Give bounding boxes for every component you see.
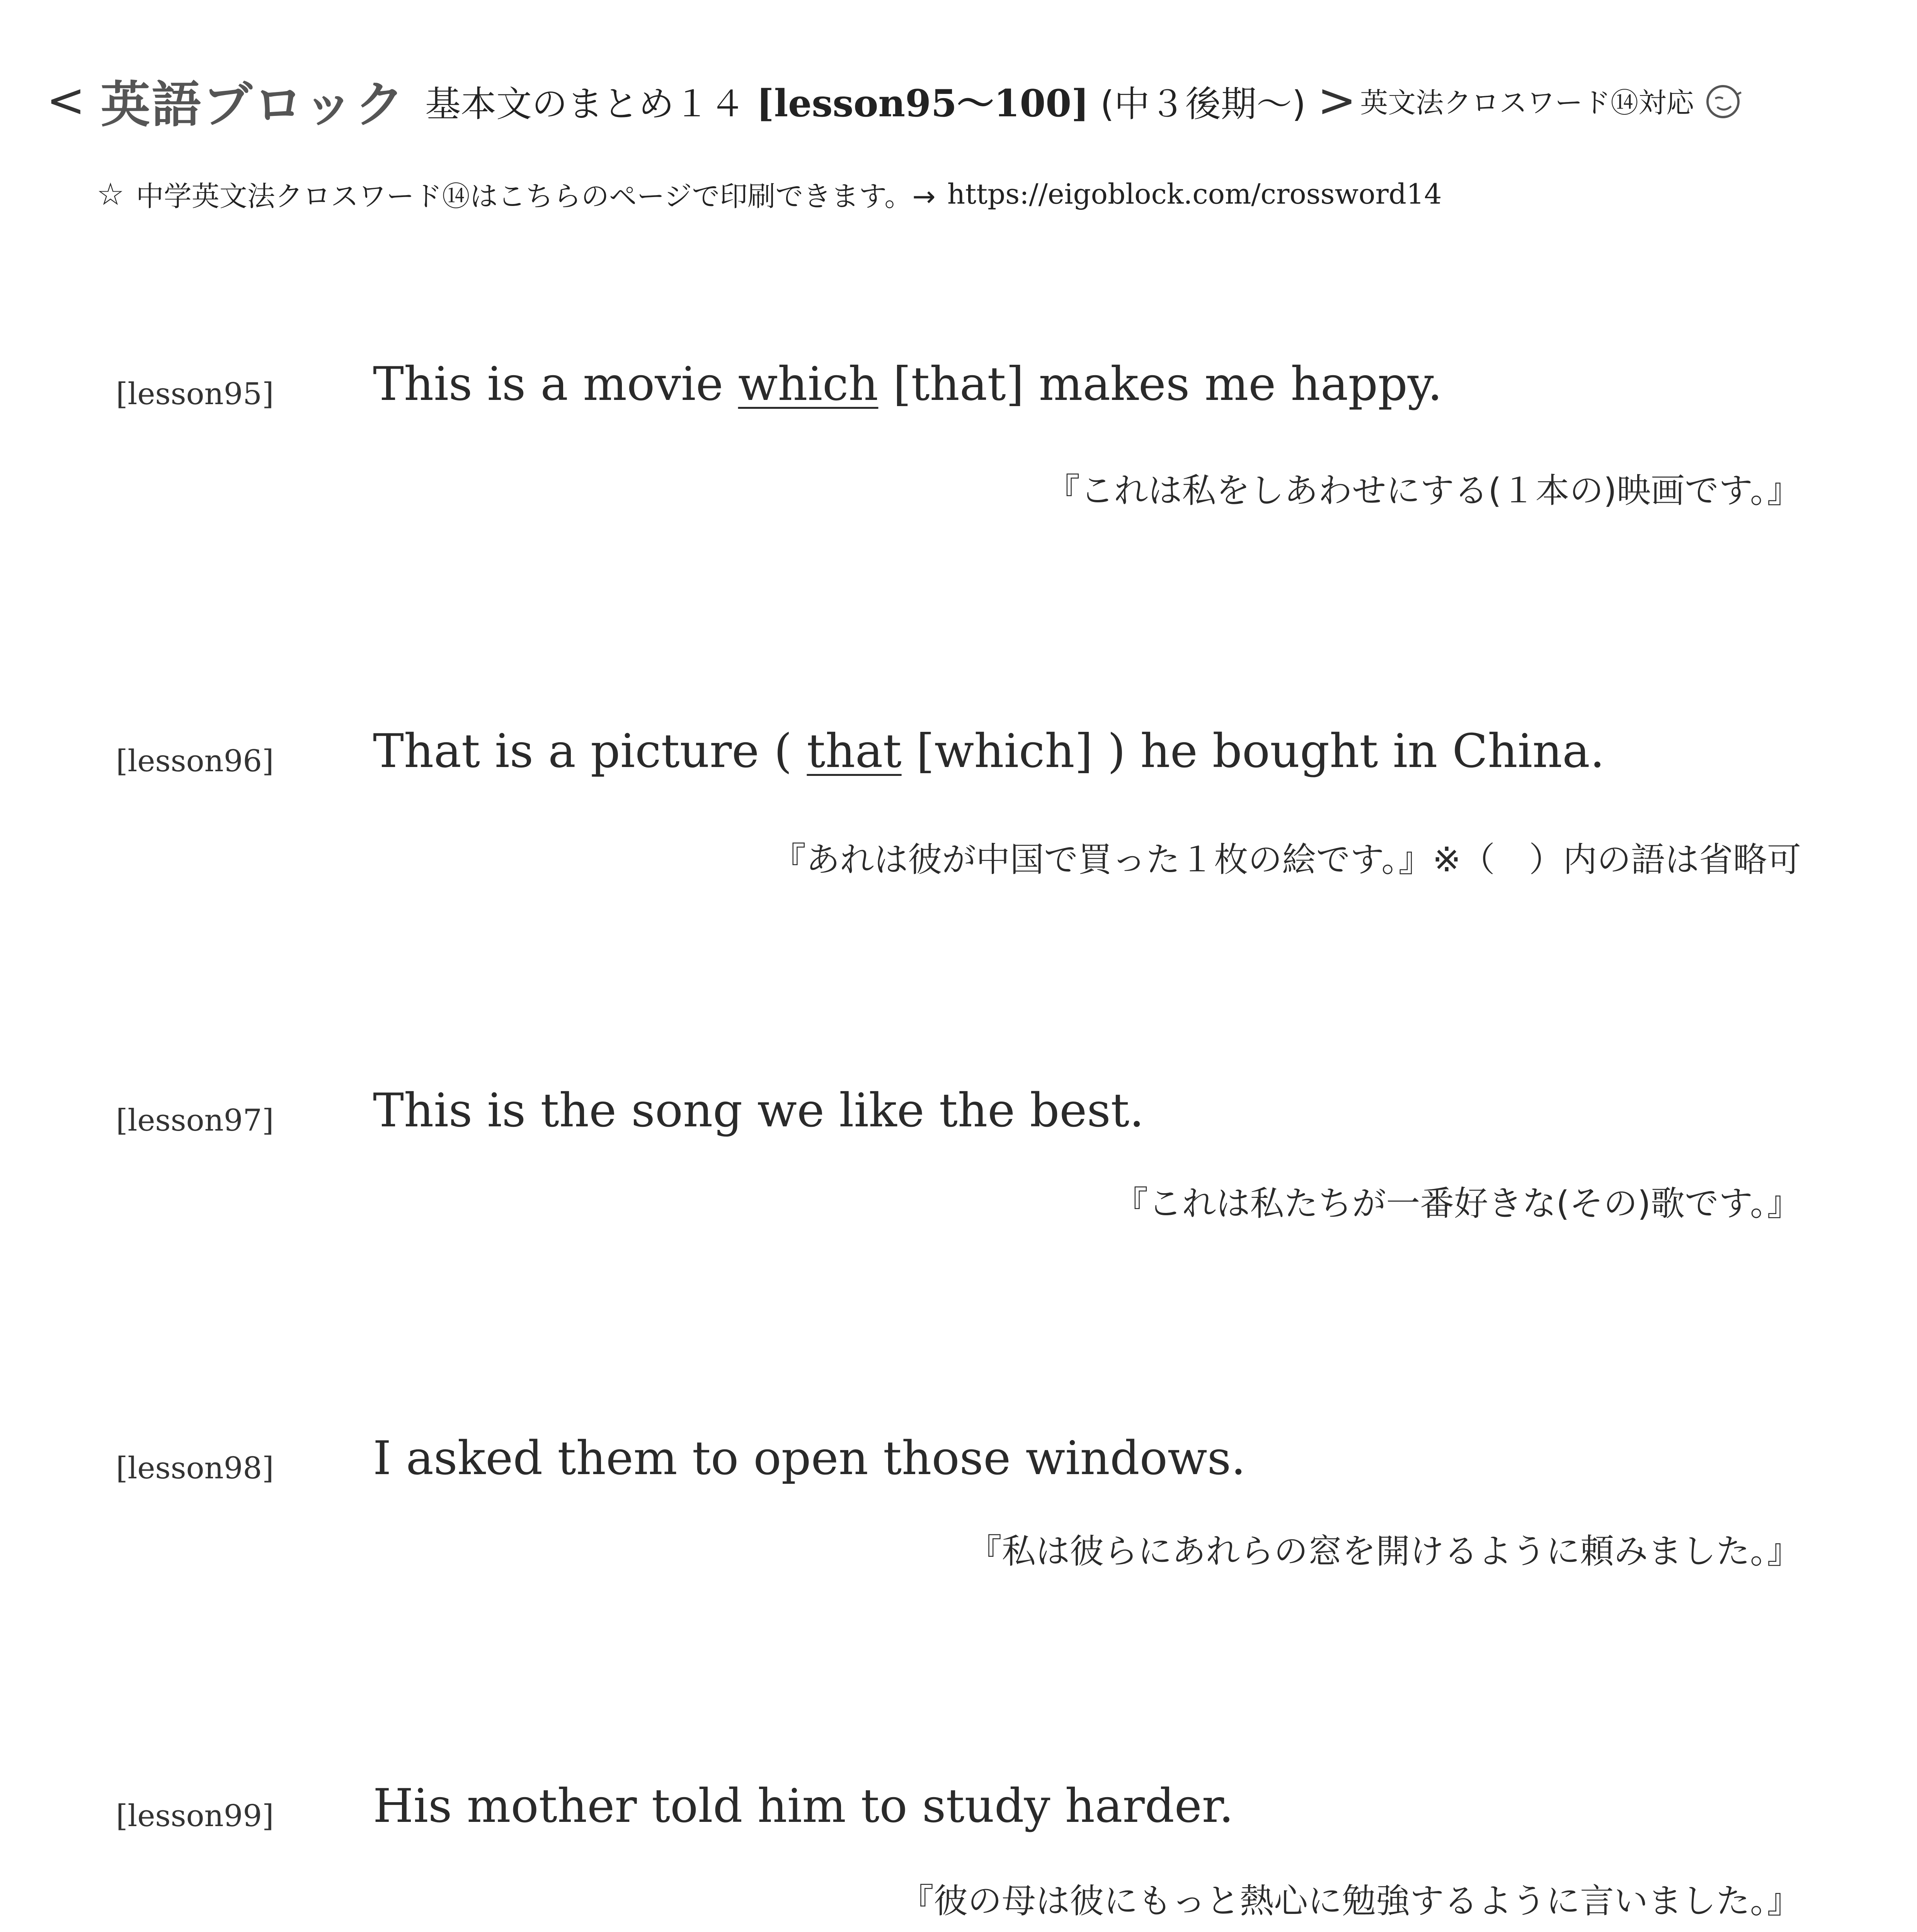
- sentence-part: This is a movie: [373, 357, 738, 411]
- sentence-part: [that] makes me happy.: [878, 357, 1442, 411]
- sentence-part: [which] ) he bought in China.: [901, 724, 1605, 778]
- close-bracket: >: [1317, 73, 1357, 128]
- english-sentence: [373, 357, 1442, 411]
- lesson-label: [lesson95]: [116, 377, 274, 412]
- japanese-translation: 『私は彼らにあれらの窓を開けるように頼みました。』: [967, 1531, 1801, 1571]
- title-prefix: 基本文のまとめ１４: [425, 83, 746, 125]
- english-sentence: His mother told him to study harder.: [373, 1779, 1234, 1833]
- lesson-label: [lesson96]: [116, 744, 274, 779]
- japanese-translation: 『彼の母は彼にもっと熱心に勉強するように言いました。』: [899, 1881, 1801, 1921]
- sentence-part: That is a picture (: [373, 724, 807, 778]
- japanese-translation: 『これは私たちが一番好きな(その)歌です。』: [1114, 1184, 1801, 1223]
- title-range: [lesson95～100]: [756, 81, 1089, 125]
- japanese-translation: 『あれは彼が中国で買った１枚の絵です。』※（ ）内の語は省略可: [772, 840, 1801, 879]
- smiley-icon: [1702, 79, 1744, 122]
- title-suffix: 英文法クロスワード⑭対応: [1360, 87, 1694, 119]
- header: [46, 58, 1744, 143]
- open-bracket: <: [46, 73, 85, 128]
- english-sentence: I asked them to open those windows.: [373, 1432, 1246, 1485]
- lesson-label: [lesson99]: [116, 1799, 274, 1833]
- lesson-label: [lesson97]: [116, 1103, 274, 1138]
- underlined-word: which: [738, 357, 878, 411]
- crossword-link[interactable]: https://eigoblock.com/crossword14: [947, 178, 1442, 210]
- brand-logo: 英語ブロック: [100, 76, 406, 134]
- japanese-translation: 『これは私をしあわせにする(１本の)映画です。』: [1046, 471, 1801, 510]
- page-title: [425, 74, 1306, 127]
- notice-text: 中学英文法クロスワード⑭はこちらのページで印刷できます。→: [136, 180, 936, 213]
- crossword-notice: [97, 174, 1442, 214]
- underlined-word: that: [807, 724, 902, 778]
- english-sentence: This is the song we like the best.: [373, 1084, 1144, 1138]
- lesson-label: [lesson98]: [116, 1451, 274, 1486]
- english-sentence: [373, 724, 1605, 778]
- star-icon: ☆: [97, 176, 124, 212]
- title-term: (中３後期～): [1100, 83, 1306, 125]
